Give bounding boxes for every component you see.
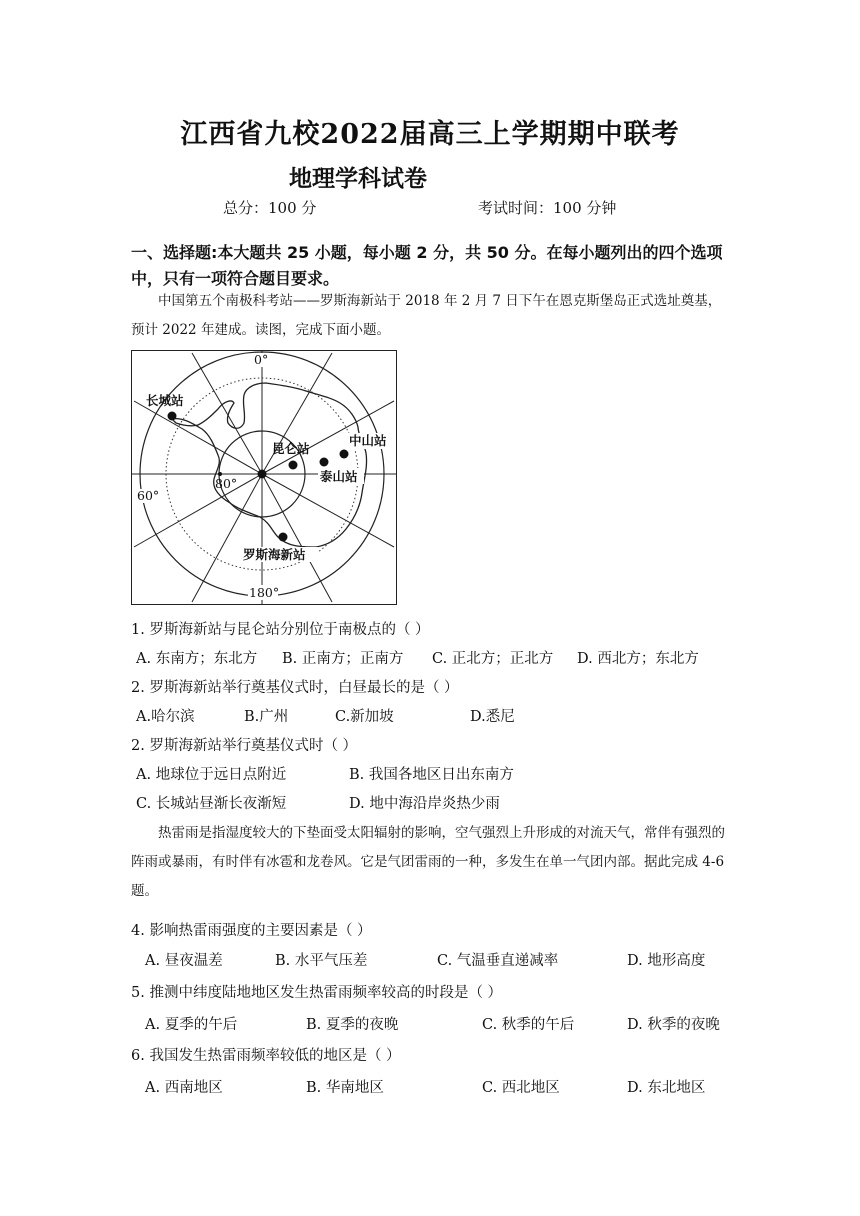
q5-option-d: D. 秋季的夜晚: [627, 1017, 720, 1033]
exam-time: 考试时间：100 分钟: [478, 199, 617, 217]
q3-option-a: A. 地球位于远日点附近: [136, 767, 287, 783]
total-score: 总分：100 分: [223, 199, 317, 217]
q4-option-a: A. 昼夜温差: [145, 953, 223, 969]
q4-option-d: D. 地形高度: [627, 953, 706, 969]
taishan-label: 泰山站: [320, 469, 358, 484]
kunlun-station-dot: [289, 461, 298, 470]
lon-60-label: 60°: [137, 488, 160, 503]
q5-option-a: A. 夏季的午后: [145, 1017, 238, 1033]
antarctica-map: [131, 350, 397, 605]
changcheng-station-dot: [168, 412, 177, 421]
question-4: 4. 影响热雷雨强度的主要因素是（ ）: [131, 923, 372, 939]
q6-option-c: C. 西北地区: [482, 1080, 560, 1096]
antarctica-coastline: [172, 383, 367, 547]
exam-title: 江西省九校2022届高三上学期期中联考: [180, 119, 680, 150]
q3-option-b: B. 我国各地区日出东南方: [349, 767, 514, 783]
question-1: 1. 罗斯海新站与昆仑站分别位于南极点的（ ）: [131, 622, 430, 638]
q2-option-d: D.悉尼: [470, 709, 515, 725]
luosihai-label: 罗斯海新站: [243, 547, 306, 562]
q2-option-c: C.新加坡: [335, 709, 394, 725]
lon-0-label: 0°: [254, 352, 269, 367]
q5-option-b: B. 夏季的夜晚: [306, 1017, 399, 1033]
q6-option-d: D. 东北地区: [627, 1080, 706, 1096]
q2-option-b: B.广州: [244, 709, 289, 725]
lon-180-label: 180°: [249, 585, 280, 600]
south-pole-dot: [258, 470, 267, 479]
q6-option-a: A. 西南地区: [145, 1080, 223, 1096]
zhongshan-station-dot: [340, 450, 349, 459]
question-2: 2. 罗斯海新站举行奠基仪式时，白昼最长的是（ ）: [131, 680, 459, 696]
q2-option-a: A.哈尔滨: [136, 709, 195, 725]
q5-option-c: C. 秋季的午后: [482, 1017, 575, 1033]
question-3: 2. 罗斯海新站举行奠基仪式时（ ）: [131, 738, 358, 754]
q4-option-c: C. 气温垂直递减率: [437, 953, 559, 969]
luosihai-station-dot: [279, 533, 288, 542]
changcheng-label: 长城站: [146, 393, 184, 408]
q6-option-b: B. 华南地区: [306, 1080, 384, 1096]
q4-option-b: B. 水平气压差: [275, 953, 368, 969]
map-svg: [132, 351, 396, 604]
intro-paragraph: 中国第五个南极科考站——罗斯海新站于 2018 年 2 月 7 日下午在恩克斯堡岛正式选址奠基，预计 2022 年建成。读图，完成下面小题。: [131, 293, 722, 338]
passage-thunderstorm: 热雷雨是指湿度较大的下垫面受太阳辐射的影响，空气强烈上升形成的对流天气，常伴有强烈的阵雨或暴雨，有时伴有冰雹和龙卷风。它是气团雷雨的一种，多发生在单一气团内部。据此完成 4-6 题。: [131, 825, 725, 899]
exam-subtitle: 地理学科试卷: [289, 165, 427, 192]
q1-option-b: B. 正南方；正南方: [282, 651, 404, 667]
taishan-station-dot: [320, 458, 329, 467]
lat-80-label: 80°: [215, 476, 238, 491]
q3-option-d: D. 地中海沿岸炎热少雨: [349, 796, 500, 812]
q1-option-d: D. 西北方；东北方: [577, 651, 699, 667]
question-5: 5. 推测中纬度陆地地区发生热雷雨频率较高的时段是（ ）: [131, 985, 503, 1001]
q1-option-c: C. 正北方；正北方: [432, 651, 554, 667]
kunlun-label: 昆仑站: [272, 441, 310, 456]
zhongshan-label: 中山站: [349, 433, 387, 448]
section-heading: 一、选择题:本大题共 25 小题，每小题 2 分，共 50 分。在每小题列出的四个选项中，只有一项符合题目要求。: [131, 243, 723, 288]
q1-option-a: A. 东南方；东北方: [136, 651, 258, 667]
question-6: 6. 我国发生热雷雨频率较低的地区是（ ）: [131, 1048, 401, 1064]
q3-option-c: C. 长城站昼渐长夜渐短: [136, 796, 287, 812]
